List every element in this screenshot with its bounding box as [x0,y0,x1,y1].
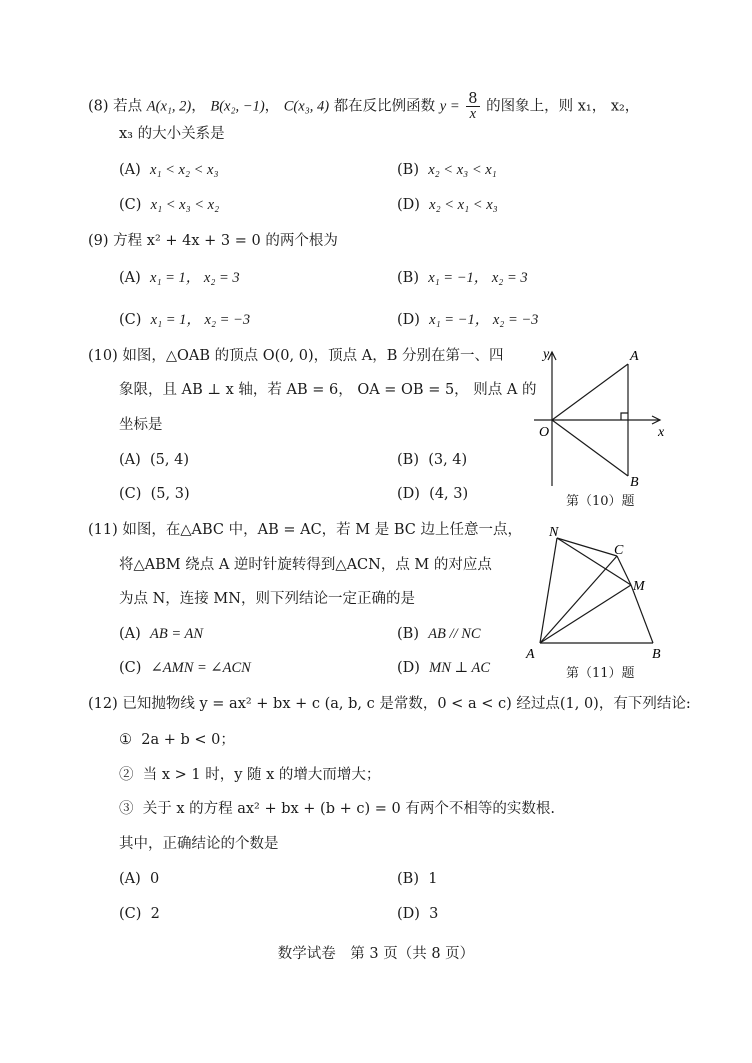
figure-10-caption: 第（10）题 [566,494,635,509]
q11-line1: 如图，在△ABC 中，AB = AC，若 M 是 BC 边上任意一点， [122,522,522,538]
label-a: A [526,647,535,662]
q11-option-a[interactable] [119,624,203,644]
option-text: x₁ = 1， x₂ = −3 [150,312,251,328]
q12-stem: 已知抛物线 y = ax² + bx + c (a, b, c 是常数，0 < a < c) 经过点(1, 0)，有下列结论: [122,696,691,712]
option-text: x₂ < x₁ < x₃ [429,197,498,213]
q11-line2: 将△ABM 绕点 A 逆时针旋转得到△ACN，点 M 的对应点 [119,557,492,573]
item-mark: ② [119,767,134,783]
option-label: (C) [119,312,142,328]
option-text: (4, 3) [429,486,469,502]
label-b: B [652,647,661,662]
option-text: MN ⊥ AC [429,660,491,676]
right-angle-mark [621,413,628,420]
q8-number: (8) [88,98,109,115]
label-n: N [549,525,559,540]
page-footer: 数学试卷 第 3 页（共 8 页） [277,946,475,962]
q11-option-c[interactable] [119,658,251,678]
q8-point-b: B(x₂, −1) [210,98,265,115]
option-text: x₁ < x₃ < x₂ [150,197,220,213]
q10-line1: 如图，△OAB 的顶点 O(0, 0)，顶点 A，B 分别在第一、四 [122,348,504,364]
item-text: 2a + b < 0； [141,732,235,748]
label-x: x [658,425,665,440]
option-label: (A) [119,626,141,642]
option-label: (D) [397,660,420,676]
q9-option-c[interactable] [119,310,250,330]
option-label: (D) [397,486,420,502]
option-label: (A) [119,162,141,178]
segment-ob [552,420,628,476]
q8-option-c[interactable] [119,195,219,215]
q8-option-d[interactable] [397,195,498,215]
option-label: (C) [119,906,142,922]
figure-11 [520,520,670,670]
q9-number: (9) [88,233,109,249]
label-m: M [633,579,645,594]
segment-am [540,585,631,643]
option-text: (5, 3) [150,486,190,502]
option-label: (C) [119,197,142,213]
q12-item-1 [119,730,235,750]
q9-option-d[interactable] [397,310,538,330]
option-text: 0 [150,871,160,887]
q11-option-b[interactable] [397,624,481,644]
option-label: (D) [397,197,420,213]
option-label: (D) [397,906,420,922]
option-text: x₁ = 1， x₂ = 3 [150,270,240,286]
q12-number: (12) [88,696,118,712]
label-a: A [630,349,639,364]
option-text: x₁ = −1， x₂ = 3 [428,270,528,286]
q12-item-3 [119,799,555,819]
option-label: (B) [397,162,419,178]
option-label: (C) [119,660,142,676]
segment-oa [552,364,628,420]
option-text: ∠AMN = ∠ACN [150,660,251,676]
option-label: (A) [119,270,141,286]
q10-number: (10) [88,348,118,364]
q9-option-b[interactable] [397,268,528,288]
q8-stem-d: x₃ 的大小关系是 [119,126,225,142]
q10-option-c[interactable] [119,484,190,504]
q11-stem-line1 [88,520,522,540]
option-text: x₁ < x₂ < x₃ [150,162,219,178]
figure-10 [530,340,680,490]
q11-line3: 为点 N，连接 MN，则下列结论一定正确的是 [119,591,415,607]
option-label: (B) [397,270,419,286]
q12-option-a[interactable] [119,869,159,889]
item-mark: ① [119,732,132,748]
option-text: AB // NC [428,626,481,642]
q10-line3: 坐标是 [119,417,163,433]
q8-point-c: C(x₃, 4) [283,98,330,115]
q12-item-2 [119,765,380,785]
option-text: 3 [429,906,439,922]
q8-stem-a: 若点 [113,98,143,115]
option-label: (A) [119,871,141,887]
option-text: x₂ < x₃ < x₁ [428,162,497,178]
item-text: 关于 x 的方程 ax² + bx + (b + c) = 0 有两个不相等的实数根. [142,801,555,817]
option-text: x₁ = −1， x₂ = −3 [429,312,539,328]
q8-option-a[interactable] [119,160,219,180]
q12-option-d[interactable] [397,904,438,924]
label-b: B [630,475,639,490]
option-label: (D) [397,312,420,328]
option-text: 1 [428,871,438,887]
q10-line2: 象限，且 AB ⊥ x 轴，若 AB = 6， OA = OB = 5， 则点 A 的 [119,382,537,398]
q8-stem-c: 的图象上，则 x₁， x₂， [486,98,640,115]
q8-func-lhs: y = [439,98,460,115]
q8-fraction [466,92,479,121]
q8-frac-den: x [469,106,477,122]
option-label: (B) [397,626,419,642]
option-text: AB = AN [150,626,204,642]
segment-nc [557,538,617,556]
q12-stem-line [88,694,691,714]
option-text: 2 [150,906,160,922]
q10-option-b[interactable] [397,450,467,470]
option-label: (A) [119,452,141,468]
q10-option-d[interactable] [397,484,468,504]
q8-option-b[interactable] [397,160,497,180]
label-o: O [539,425,550,440]
q9-stem: 方程 x² + 4x + 3 = 0 的两个根为 [113,233,338,249]
q12-ask: 其中，正确结论的个数是 [119,836,279,852]
q10-stem-line1 [88,346,503,366]
q8-frac-num: 8 [468,91,478,107]
q12-option-c[interactable] [119,904,160,924]
q8-stem-line1: (8) 若点 A(x₁, 2)， B(x₂, −1)， C(x₃, 4) 都在反比例函数 y = $\frac{8}{x}$ 的图象上，则 x₁， x₂， [88,91,640,122]
option-label: (B) [397,871,419,887]
option-text: (5, 4) [150,452,189,468]
q11-number: (11) [88,522,118,538]
item-mark: ③ [119,801,134,817]
q10-option-a[interactable] [119,450,189,470]
q9-option-a[interactable] [119,268,240,288]
item-text: 当 x > 1 时，y 随 x 的增大而增大； [142,767,381,783]
q11-option-d[interactable] [397,658,490,678]
q8-stem-b: 都在反比例函数 [333,98,436,115]
label-y: y [543,347,550,362]
label-c: C [614,543,624,558]
figure-11-caption: 第（11）题 [566,666,635,681]
q8-point-a: A(x₁, 2) [146,98,192,115]
option-label: (C) [119,486,142,502]
q12-option-b[interactable] [397,869,437,889]
option-text: (3, 4) [428,452,468,468]
q9-stem-line [88,231,338,251]
option-label: (B) [397,452,419,468]
